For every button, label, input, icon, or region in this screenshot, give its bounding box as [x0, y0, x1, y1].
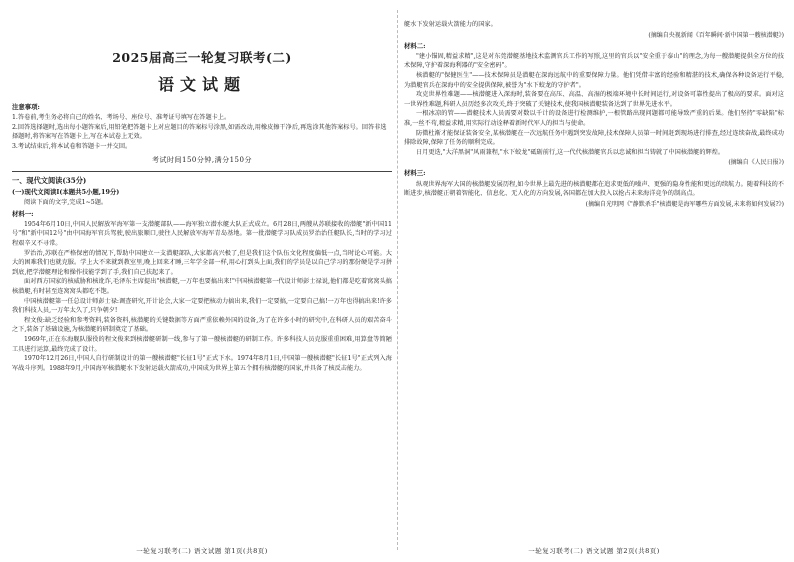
source-citation-3: (摘编自光明网《"静默杀手"核潜艇是海军哪些方面发展,未来将如何发展?》): [585, 200, 784, 208]
notes-block: [12, 103, 392, 152]
source-citation-2: (摘编自《人民日报》): [728, 159, 784, 167]
subsection-title: (一)现代文阅读Ⅰ(本题共5小题,19分): [12, 187, 120, 196]
material-1-label: 材料一:: [12, 209, 34, 218]
page-footer-right: 一轮复习联考(二) 语文试题 第2页(共8页): [528, 547, 660, 555]
material-1-paragraph: 面对西方国家的核威胁和核讹诈,毛泽东主席提出"核潜艇,一万年也要搞出来!"中国核潜艇第一代设计师彭士禄说,他们都是吃着窝窝头搞核潜艇,有时甚至连窝窝头都吃不饱。: [12, 278, 392, 296]
subject-title: 语文试题: [157, 75, 246, 94]
page-left: [12, 0, 392, 562]
note-item: 2.回答选择题时,选出每小题答案后,用铅笔把答题卡上对应题目的答案标号涂黑,如需改动,用橡皮擦干净后,再选涂其他答案标号。回答非选择题时,将答案写在答题卡上,写在本试卷上无效。: [12, 123, 387, 141]
material-2-label: 材料二:: [404, 41, 426, 50]
material-1-paragraph: 中国核潜艇第一任总设计师彭士禄:调查研究,开计论会,大家一定要把核动力搞出来,我们一定要搞,一定要自己搞!一万年也得搞出来!许多我们科技人员,一万年太久了,只争朝夕!: [12, 297, 392, 315]
continued-text: 艇水下发射运载火箭能力的国家。: [404, 21, 497, 28]
material-1-paragraph: 程文俊:缺乏经验和参考资料,装备资料,核潜艇的关键数据等方面严重依赖外国的设备,为了在许多小时的研究中,在科研人员的艰苦奋斗之下,装备了基础设施,为核潜艇的研制奠定了基础。: [12, 316, 392, 334]
exam-time-line: 考试时间150分钟,满分150分: [152, 155, 252, 164]
material-2-paragraph: "建小锚固,精益求精",这是对东莞潜艇基地技术监测官兵工作的写照,这里的官兵以"安全重于泰山"的理念,为每一艘潜艇提供全方位的技术保障,守护着深海利器的"安全密码"。: [404, 52, 784, 70]
material-2-paragraph: 防微杜渐才能保证装备安全,某核潜艇在一次远航任务中遇到突发故障,技术保障人员第一时间赶到现场进行排查,经过连续奋战,最终成功排除故障,保障了任务的顺利完成。: [404, 129, 784, 147]
material-2-paragraph: 核潜艇的"保健医生"——技术保障员是潜艇在深海远航中的重要保障力量。他们凭借丰富的经验和精湛的技术,确保各种设备运行平稳,为潜艇官兵在深海中的安全提供保障,被誉为"水下蛟龙的守护者"。: [404, 72, 784, 89]
reading-instruction: 阅读下面的文字,完成1~5题。: [24, 198, 108, 206]
notes-heading: 注意事项:: [12, 103, 40, 111]
note-item: 1.答卷前,考生务必将自己的姓名、考场号、座位号、准考证号填写在答题卡上。: [12, 114, 231, 122]
page-footer-left: 一轮复习联考(二) 语文试题 第1页(共8页): [136, 547, 268, 555]
material-2-paragraph: 一根冰凉的管——潜艇技术人员需要对数以千计的设备进行检测维护,一根管路出现问题都可能导致严重的后果。他们坚持"零缺陷"标准,一丝不苟,精益求精,用实际行动诠释着新时代军人的担当与使命。: [404, 110, 784, 128]
page-right: [404, 0, 784, 562]
divider-rule: [12, 171, 392, 172]
material-2-paragraph: 日月更迭,"大洋黑洞"风雨兼程,"水下蛟龙"砥砺前行,这一代代核潜艇官兵以忠诚和担当铸就了中国核潜艇的辉煌。: [416, 148, 725, 156]
material-3-label: 材料三:: [404, 169, 426, 178]
section-title: 一、现代文阅读(35分): [12, 175, 87, 185]
page-divider: [397, 10, 398, 550]
exam-title: 2025届高三一轮复习联考(二): [112, 50, 292, 65]
source-citation-1: (摘编自央视新闻《百年瞬间·新中国第一艘核潜艇》): [648, 31, 784, 39]
material-1-paragraph: 罗治治,苏联在严格保密的情况下,帮助中国建立一支潜艇部队,大家都高兴极了,但是我们这个队伍文化程度偏低一点,当时论心可能。大大的困难我们也就克服。学上大不来就到教室里,晚上回来才睡,三年学全部一样,用心打到头上面,我们的学员是以自己学习的那份硬是学习拼到底,把学潜艇理论和操作技能学到了手,我们自己扶起来了。: [12, 249, 392, 276]
material-3-paragraph: 纵观世界海军大国的核潜艇发展历程,如今世界上最先进的核潜艇都在追求更低的噪声、更强的隐身性能和更远的续航力。随着科技的不断进步,核潜艇正朝着智能化、信息化、无人化的方向发展,各国都在加大投入以抢占未来海洋竞争的制高点。: [404, 180, 784, 198]
note-item: 3.考试结束后,将本试卷和答题卡一并交回。: [12, 143, 132, 151]
material-1-paragraph: 1970年12月26日,中国人自行研制设计的第一艘核潜艇"长征1号"正式下水。1974年8月1日,中国第一艘核潜艇"长征1号"正式列入海军战斗序列。1988年9月,中国海军核潜艇水下发射运载火箭成功,中国成为世界上第五个拥有核潜艇的国家,并具备了核反击能力。: [12, 355, 392, 372]
material-2-paragraph: 攻克世界性难题——核潜艇进入深海时,装备要在高压、高温、高湿的极端环境中长时间运行,对设备可靠性提出了极高的要求。面对这一世界性难题,科研人员历经多次攻关,终于突破了关键技术,使我国核潜艇装备达到了世界先进水平。: [404, 91, 784, 108]
material-1-paragraph: 1969年,正在东海舰队服役的程文俊来到核潜艇研制一线,参与了第一艘核潜艇的研制工作。许多科技人员克服重重困难,用算盘等简陋工具进行运算,最终完成了设计。: [12, 335, 392, 353]
material-1-paragraph: 1954年6月10日,中国人民解放军海军第一支潜艇部队——海军独立潜水艇大队正式成立。6月28日,两艘从苏联接收的潜艇"新中国11号"和"新中国12号"由中国海军官兵驾驶,驶出旅顺口,驶往人民解放军海军青岛基地。第一批潜艇学习队成员罗治治任艇队长,当时的学习过程艰辛又不寻常。: [12, 220, 392, 248]
